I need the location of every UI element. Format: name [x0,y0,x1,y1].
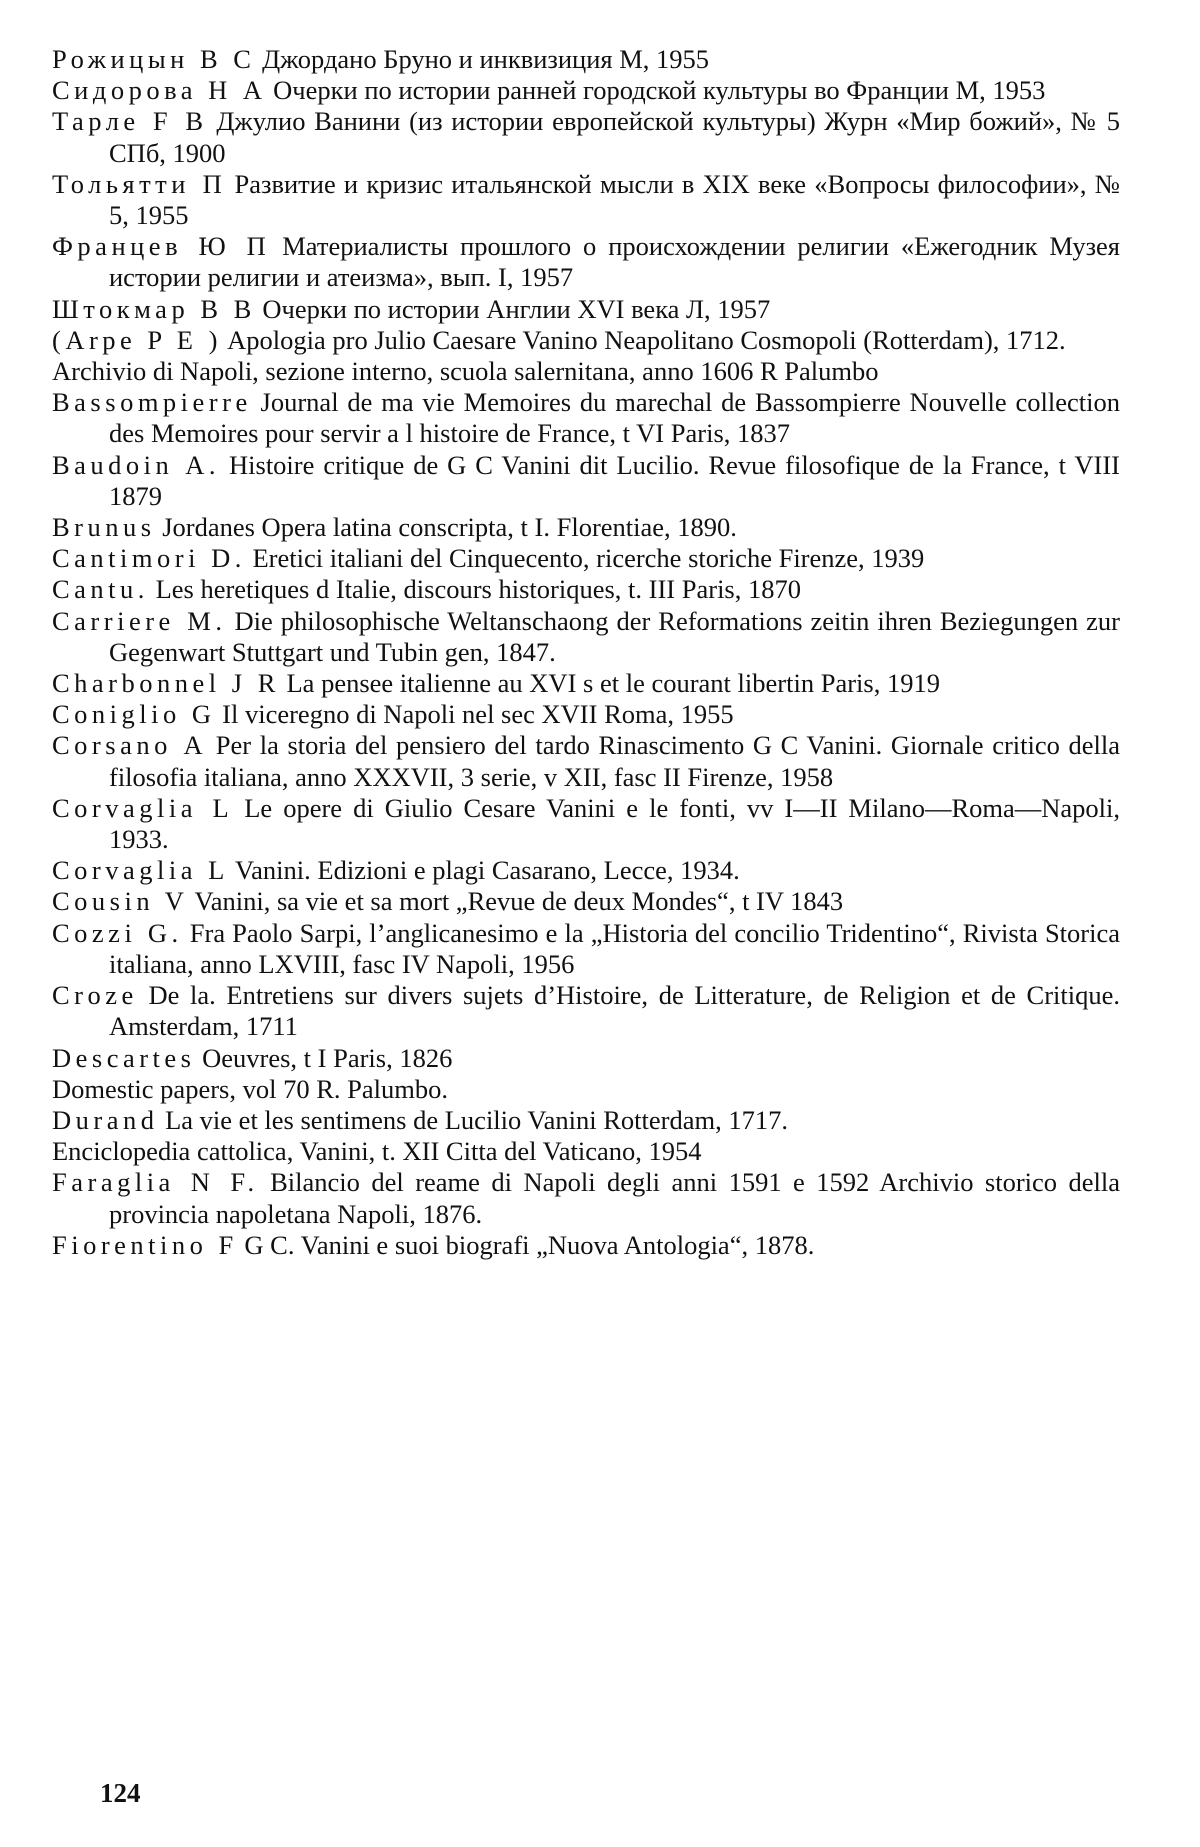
entry-author: (Arpe P E ) [52,324,222,355]
bibliography-entry [52,1230,1120,1261]
entry-text: Journal de ma vie Memoires du marechal de Bassompierre Nouvelle collection des Memoires pour servir a l histoire de France, t VI Paris, 1837 [109,387,1120,449]
entry-text: Histoire critique de G C Vanini dit Lucilio. Revue filosofique de la France, t VIII 1879 [109,449,1120,511]
entry-text: Очерки по истории Англии XVI века Л, 1957 [262,293,771,324]
entry-author: Durand [52,1104,159,1135]
bibliography-entry [52,668,1120,699]
page-number: 124 [100,1778,141,1808]
bibliography-entry [52,730,1120,792]
bibliography-entry [52,44,1120,75]
bibliography-entry [52,325,1120,356]
entry-author: Corsano A [52,730,208,761]
entry-author: Cantimori D. [52,543,246,574]
bibliography-entry [52,699,1120,730]
entry-author: Faraglia N F. [52,1167,259,1198]
bibliography-entry [52,169,1120,231]
bibliography-entry [52,1167,1120,1229]
entry-author: Францев Ю П [52,231,271,262]
entry-text: Per la storia del pensiero del tardo Rinascimento G C Vanini. Giornale critico della filosofia italiana, anno XXXVII, 3 serie, v XII, fasc II Firenze, 1958 [109,730,1121,792]
entry-text: Archivio di Napoli, sezione interno, scuola salernitana, anno 1606 R Palumbo [52,356,879,387]
entry-text: Джордано Бруно и инквизиция М, 1955 [262,44,710,74]
entry-author: Coniglio G [52,699,216,730]
entry-text: Le opere di Giulio Cesare Vanini e le fonti, vv I—II Milano—Roma—Napoli, 1933. [109,792,1121,855]
entry-text: La pensee italienne au XVI s et le courant libertin Paris, 1919 [286,668,940,699]
entry-text: La vie et les sentimens de Lucilio Vanini Rotterdam, 1717. [165,1104,788,1135]
bibliography-entry [52,294,1120,325]
entry-text: Развитие и кризис итальянской мысли в XIX веке «Вопросы философии», № 5, 1955 [109,168,1120,231]
entry-text: Джулио Ванини (из истории европейской культуры) Журн «Мир божий», № 5 СПб, 1900 [109,106,1121,168]
bibliography-entry [52,231,1120,293]
entry-author: Bassompierre [52,387,252,418]
entry-text: Eretici italiani del Cinquecento, ricerche storiche Firenze, 1939 [252,543,925,574]
bibliography-entry [52,387,1120,449]
entry-text: Bilancio del reame di Napoli degli anni 1591 e 1592 Archivio storico della provincia napoletana Napoli, 1876. [109,1167,1121,1229]
bibliography-entry [52,1105,1120,1136]
bibliography-entry [52,543,1120,574]
bibliography-entry [52,75,1120,106]
bibliography-entry [52,606,1120,668]
entry-text: Jordanes Opera latina conscripta, t I. Florentiae, 1890. [162,512,737,543]
entry-author: Charbonnel J R [52,668,280,699]
entry-author: Baudoin A. [52,449,221,480]
bibliography-entry [52,793,1120,855]
bibliography-entry [52,980,1120,1042]
bibliography-entry [52,512,1120,543]
entry-text: Die philosophische Weltanschaong der Reformations zeitin ihren Beziegungen zur Gegenwart Stuttgart und Tubin gen, 1847. [109,605,1120,667]
bibliography-entry [52,918,1120,980]
bibliography-entry [52,450,1120,512]
entry-author: Fiorentino F [52,1229,238,1260]
entry-text: Apologia pro Julio Caesare Vanino Neapolitano Cosmopoli (Rotterdam), 1712. [227,324,1066,355]
entry-text: Les heretiques d Italie, discours historiques, t. III Paris, 1870 [155,574,801,605]
entry-author: Cozzi G. [52,917,183,948]
entry-text: Il viceregno di Napoli nel sec XVII Roma, 1955 [222,699,734,730]
entry-text: Vanini, sa vie et sa mort „Revue de deux Mondes“, t IV 1843 [194,886,844,917]
bibliography-entry [52,1043,1120,1074]
entry-text: Материалисты прошлого о происхождении религии «Ежегодник Музея истории религии и атеизма», вып. I, 1957 [109,231,1120,293]
bibliography-entry [52,855,1120,886]
bibliography-entry [52,106,1120,168]
entry-text: Domestic papers, vol 70 R. Palumbo. [52,1073,448,1104]
entry-text: Очерки по истории ранней городской культуры во Франции М, 1953 [273,75,1046,106]
entry-text: Vanini. Edizioni e plagi Casarano, Lecce, 1934. [234,855,740,886]
entry-author: Croze [52,980,138,1011]
entry-author: Corvaglia L [52,855,229,886]
bibliography-entry [52,1136,1120,1167]
entry-author: Corvaglia L [52,792,234,823]
entry-text: Enciclopedia cattolica, Vanini, t. XII Citta del Vaticano, 1954 [52,1136,702,1167]
entry-text: G C. Vanini e suoi biografi „Nuova Antologia“, 1878. [244,1229,815,1260]
entry-author: Cantu. [52,574,149,605]
entry-author: Штокмар В В [52,293,256,324]
entry-text: Oeuvres, t I Paris, 1826 [202,1042,453,1073]
entry-author: Сидорова Н А [52,75,267,106]
entry-author: Тольятти П [52,168,227,199]
entry-text: Fra Paolo Sarpi, l’anglicanesimo e la „Historia del concilio Tridentino“, Rivista Storica italiana, anno LXVIII, fasc IV Napoli, 1956 [109,917,1121,979]
entry-author: Brunus [52,512,156,543]
entry-text: De la. Entretiens sur divers sujets d’Histoire, de Litterature, de Religion et de Critique. Amsterdam, 1711 [109,980,1120,1042]
entry-author: Carriere M. [52,605,227,636]
bibliography-list [52,44,1120,1261]
bibliography-entry [52,356,1120,387]
entry-author: Descartes [52,1042,196,1073]
bibliography-entry [52,886,1120,917]
bibliography-entry [52,1074,1120,1105]
entry-author: Рожицын В С [52,44,256,74]
bibliography-entry [52,574,1120,605]
entry-author: Cousin V [52,886,189,917]
entry-author: Тарле F В [52,106,208,137]
